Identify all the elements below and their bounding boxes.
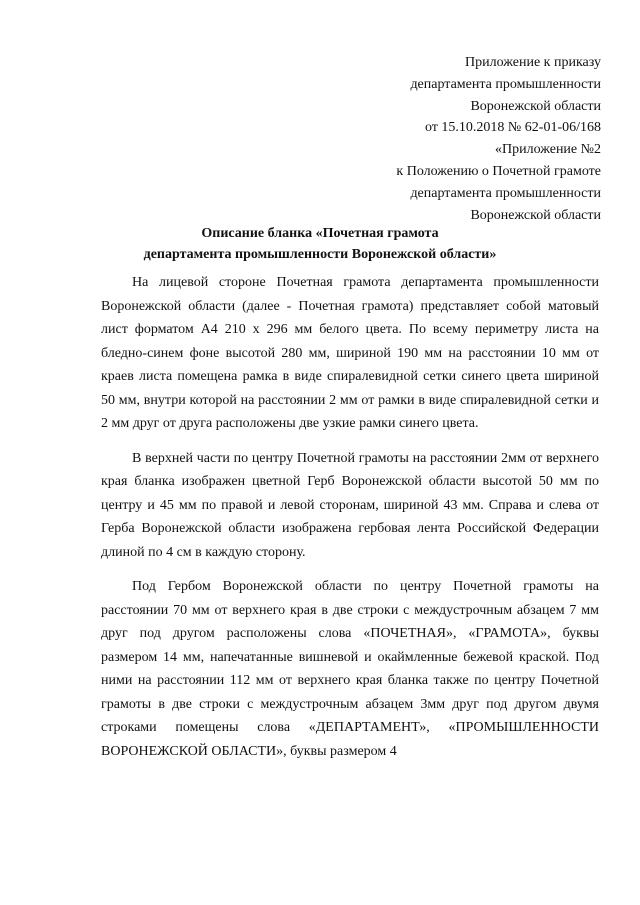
document-body	[101, 271, 599, 774]
header-line: Приложение к приказу	[465, 55, 601, 70]
header-line: Воронежской области	[470, 98, 601, 114]
title-line: департамента промышленности Воронежской области»	[143, 247, 497, 262]
header-line: «Приложение №2	[495, 142, 601, 158]
header-line: департамента промышленности	[410, 76, 601, 92]
body-paragraph: Под Гербом Воронежской области по центру Почетной грамоты на расстоянии 70 мм от верхнего края в две строки с междустрочным абзацем 7 мм друг под другом расположены слова «ПОЧЕТНАЯ», «ГРАМОТА», буквы размером 14 мм, напечатанные вишневой и окаймленные бежевой краской. Под ними на расстоянии 112 мм от верхнего края бланка также по центру Почетной грамоты в две строки с междустрочным абзацем 3мм друг под другом двумя строками помещены слова «ДЕПАРТАМЕНТ», «ПРОМЫШЛЕННОСТИ ВОРОНЕЖСКОЙ ОБЛАСТИ», буквы размером 4	[101, 579, 599, 759]
header-line: департамента промышленности	[410, 185, 601, 201]
header-line: к Положению о Почетной грамоте	[396, 163, 601, 179]
document-title	[60, 223, 580, 265]
header-line: Воронежской области	[470, 207, 601, 223]
body-paragraph: На лицевой стороне Почетная грамота департамента промышленности Воронежской области (далее - Почетная грамота) представляет собой матовый лист форматом А4 210 х 296 мм белого цвета. По всему периметру листа на бледно-синем фоне высотой 280 мм, шириной 190 мм на расстоянии 10 мм от краев листа помещена рамка в виде спиралевидной сетки синего цвета шириной 50 мм, внутри которой на расстоянии 2 мм от рамки в виде спиралевидной сетки и 2 мм друг от друга расположены две узкие рамки синего цвета.	[101, 275, 599, 431]
header-line: от 15.10.2018 № 62-01-06/168	[424, 120, 601, 136]
appendix-header	[301, 52, 601, 226]
body-paragraph: В верхней части по центру Почетной грамоты на расстоянии 2мм от верхнего края бланка изображен цветной Герб Воронежской области высотой 50 мм по центру и 45 мм по правой и левой сторонам, шириной 43 мм. Справа и слева от Герба Воронежской области изображена гербовая лента Российской Федерации длиной по 4 см в каждую сторону.	[101, 450, 599, 560]
title-line: Описание бланка «Почетная грамота	[201, 226, 439, 241]
